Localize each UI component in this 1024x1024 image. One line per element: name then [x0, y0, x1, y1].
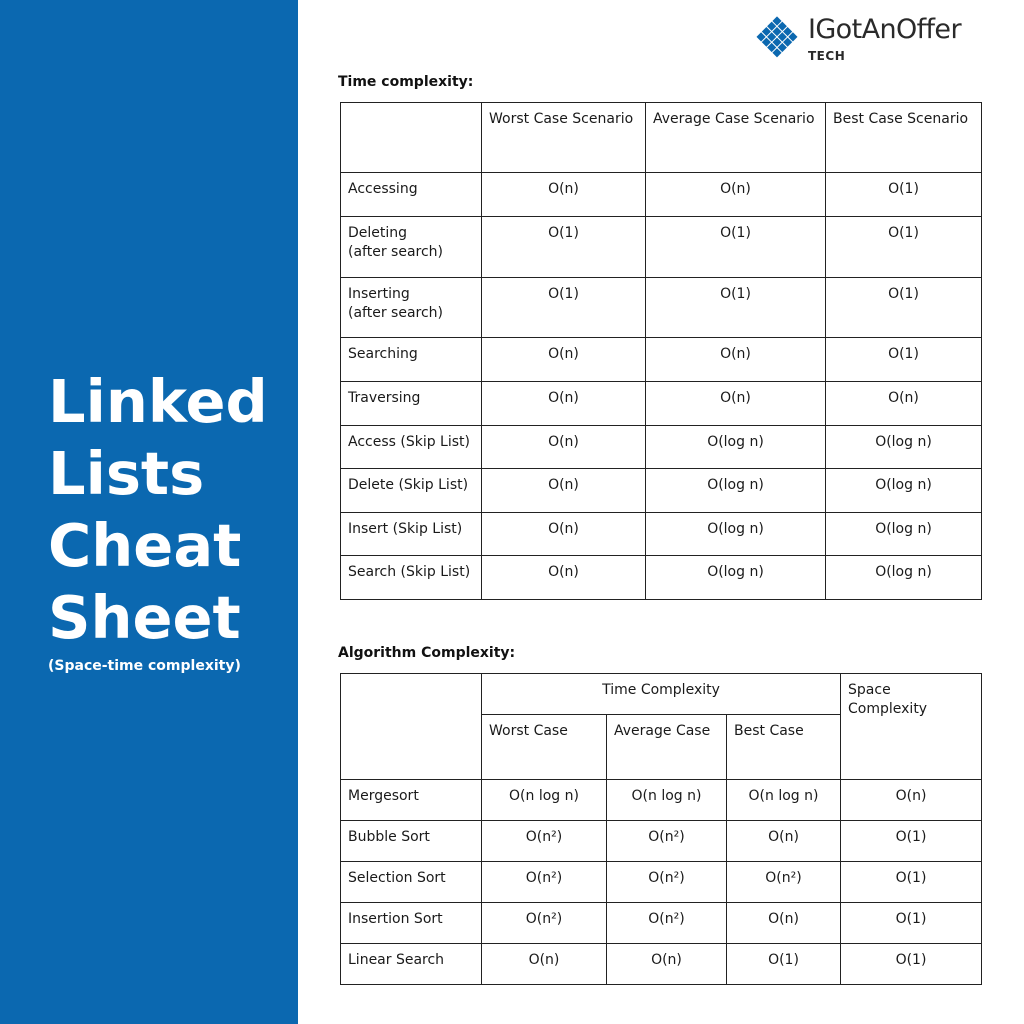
row-label: Insert (Skip List)	[341, 513, 482, 556]
table-cell: O(n)	[482, 382, 646, 426]
header-cell	[341, 103, 482, 173]
title-line: Lists	[48, 439, 205, 508]
table-cell: O(n)	[841, 780, 982, 821]
table-cell: O(n²)	[482, 821, 607, 862]
table-cell: O(1)	[646, 278, 826, 338]
table-row	[341, 382, 982, 426]
table-cell: O(1)	[826, 217, 982, 278]
table-cell: O(n²)	[607, 903, 727, 944]
page-subtitle: (Space-time complexity)	[48, 658, 241, 674]
table-row	[341, 556, 982, 600]
table-cell: O(n)	[826, 382, 982, 426]
table-cell: O(n)	[482, 338, 646, 382]
table-cell: O(1)	[841, 903, 982, 944]
table-cell: O(log n)	[646, 426, 826, 469]
table-cell: O(n log n)	[607, 780, 727, 821]
table-header-row	[341, 674, 982, 715]
table-cell: O(n)	[607, 944, 727, 985]
table-row	[341, 903, 982, 944]
header-cell: Worst Case	[482, 715, 607, 780]
row-label: Bubble Sort	[341, 821, 482, 862]
table-cell: O(n log n)	[482, 780, 607, 821]
table-row	[341, 513, 982, 556]
row-label: Inserting (after search)	[341, 278, 482, 338]
table-cell: O(n)	[646, 173, 826, 217]
title-line: Sheet	[48, 583, 241, 652]
table-row	[341, 862, 982, 903]
table-cell: O(n)	[482, 556, 646, 600]
table-header-row	[341, 103, 982, 173]
row-label: Selection Sort	[341, 862, 482, 903]
sidebar-panel	[0, 0, 298, 1024]
row-label: Search (Skip List)	[341, 556, 482, 600]
algorithm-complexity-table	[340, 673, 982, 985]
table-cell: O(log n)	[646, 513, 826, 556]
table-row	[341, 173, 982, 217]
table-cell: O(1)	[826, 338, 982, 382]
table-row	[341, 217, 982, 278]
table-cell: O(log n)	[826, 556, 982, 600]
row-label: Linear Search	[341, 944, 482, 985]
header-cell: Average Case	[607, 715, 727, 780]
brand-logo	[752, 14, 972, 70]
table-cell: O(n)	[482, 513, 646, 556]
row-label: Traversing	[341, 382, 482, 426]
row-label: Accessing	[341, 173, 482, 217]
title-line: Linked	[48, 367, 268, 436]
table-cell: O(1)	[841, 862, 982, 903]
row-label: Deleting (after search)	[341, 217, 482, 278]
brand-sub: TECH	[808, 49, 846, 63]
table-cell: O(log n)	[826, 469, 982, 513]
row-label: Delete (Skip List)	[341, 469, 482, 513]
header-cell: Worst Case Scenario	[482, 103, 646, 173]
table-cell: O(1)	[646, 217, 826, 278]
table-cell: O(n²)	[607, 821, 727, 862]
table-cell: O(n)	[482, 173, 646, 217]
table-cell: O(1)	[841, 821, 982, 862]
space-complexity-header: Space Complexity	[841, 674, 982, 780]
table-row	[341, 469, 982, 513]
header-cell: Best Case	[727, 715, 841, 780]
table-cell: O(log n)	[646, 469, 826, 513]
row-label: Searching	[341, 338, 482, 382]
table-cell: O(log n)	[826, 513, 982, 556]
table-cell: O(log n)	[826, 426, 982, 469]
table-cell: O(n)	[482, 944, 607, 985]
page-title	[48, 366, 268, 654]
table-cell: O(n)	[646, 338, 826, 382]
time-complexity-label: Time complexity:	[338, 74, 474, 90]
header-cell	[341, 674, 482, 780]
table-cell: O(log n)	[646, 556, 826, 600]
table-cell: O(n)	[727, 903, 841, 944]
table-row	[341, 338, 982, 382]
table-cell: O(n)	[727, 821, 841, 862]
table-cell: O(n²)	[727, 862, 841, 903]
table-cell: O(n²)	[482, 903, 607, 944]
table-cell: O(n²)	[607, 862, 727, 903]
table-row	[341, 278, 982, 338]
table-cell: O(n)	[482, 426, 646, 469]
row-label: Insertion Sort	[341, 903, 482, 944]
diamond-grid-icon	[752, 14, 802, 64]
header-cell: Average Case Scenario	[646, 103, 826, 173]
algorithm-complexity-label: Algorithm Complexity:	[338, 645, 516, 661]
table-cell: O(1)	[482, 278, 646, 338]
title-line: Cheat	[48, 511, 242, 580]
table-cell: O(n)	[482, 469, 646, 513]
time-complexity-table	[340, 102, 982, 600]
table-cell: O(1)	[841, 944, 982, 985]
table-cell: O(n log n)	[727, 780, 841, 821]
time-complexity-group-header: Time Complexity	[482, 674, 841, 715]
table-cell: O(1)	[826, 278, 982, 338]
table-row	[341, 944, 982, 985]
table-cell: O(n²)	[482, 862, 607, 903]
table-row	[341, 426, 982, 469]
table-cell: O(1)	[826, 173, 982, 217]
table-cell: O(1)	[482, 217, 646, 278]
table-row	[341, 821, 982, 862]
table-row	[341, 780, 982, 821]
row-label: Access (Skip List)	[341, 426, 482, 469]
brand-name: IGotAnOffer	[808, 14, 961, 45]
table-cell: O(n)	[646, 382, 826, 426]
header-cell: Best Case Scenario	[826, 103, 982, 173]
row-label: Mergesort	[341, 780, 482, 821]
table-cell: O(1)	[727, 944, 841, 985]
